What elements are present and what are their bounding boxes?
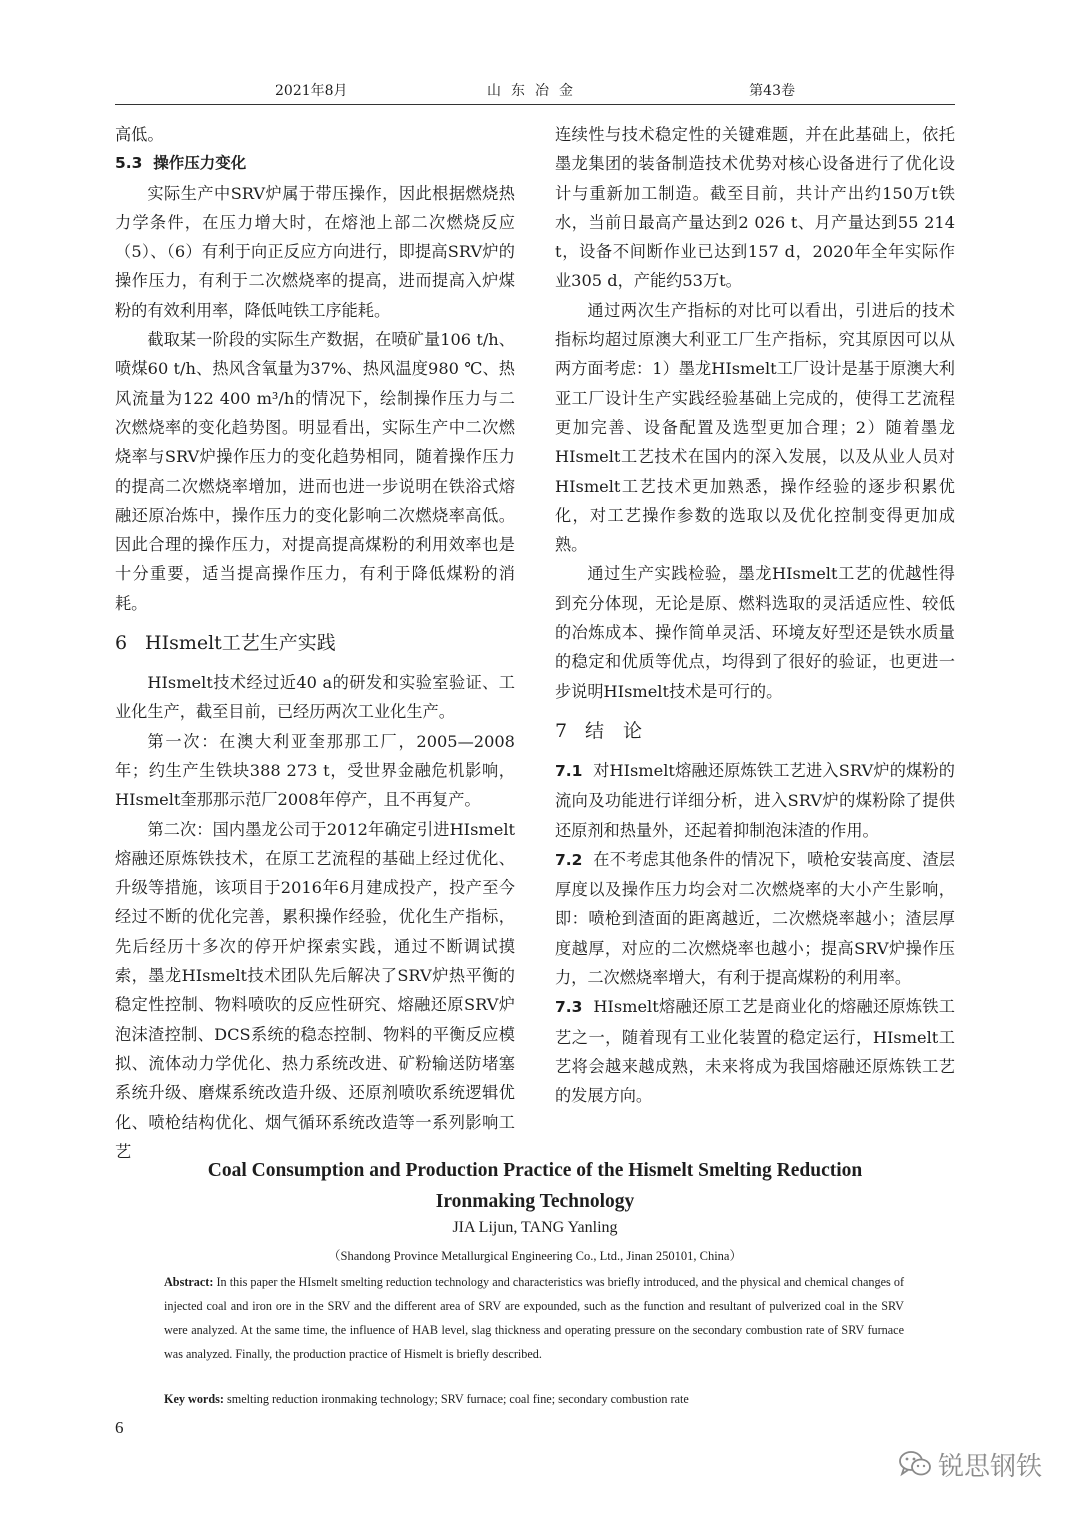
wechat-icon — [898, 1449, 932, 1479]
page-number: 6 — [115, 1418, 124, 1437]
subsection-number: 5.3 — [115, 154, 143, 173]
watermark-text: 锐思钢铁 — [938, 1451, 1043, 1482]
section-number: 7 — [555, 719, 568, 742]
paragraph: 通过生产实践检验，墨龙HIsmelt工艺的优越性得到充分体现，无论是原、燃料选取的灵活适应性、较低的冶炼成本、操作简单灵活、环境友好型还是铁水质量的稳定和优质等优点，均得到了很好的验证，也更进一步说明HIsmelt技术是可行的。 — [555, 564, 955, 701]
conclusion-text: 在不考虑其他条件的情况下，喷枪安装高度、渣层厚度以及操作压力均会对二次燃烧率的大小产生影响，即：喷枪到渣面的距离越近，二次燃烧率越小；渣层厚度越厚，对应的二次燃烧率也越小；提高SRV炉操作压力，二次燃烧率增大，有利于提高煤粉的利用率。 — [555, 849, 955, 988]
paragraph: 连续性与技术稳定性的关键难题，并在此基础上，依托墨龙集团的装备制造技术优势对核心设备进行了优化设计与重新加工制造。截至目前，共计产出约150万t铁水，当前日最高产量达到2 026 t、月产量达到55 214 t，设备不间断作业已达到157 d，2020年全年实际作业305 d，产能约53万t。 — [555, 125, 955, 291]
right-column — [555, 120, 955, 1111]
english-keywords — [164, 1392, 904, 1407]
keywords-text: smelting reduction ironmaking technology; SRV furnace; coal fine; secondary combustion rate — [226, 1392, 689, 1406]
keywords-label: Key words: — [164, 1392, 224, 1406]
paragraph: 高低。 — [115, 125, 164, 144]
conclusion-7-1 — [555, 756, 955, 845]
header-date: 2021年8月 — [275, 83, 348, 99]
left-column — [115, 120, 515, 1166]
paragraph: 实际生产中SRV炉属于带压操作，因此根据燃烧热力学条件，在压力增大时，在熔池上部二次燃烧反应（5）、（6）有利于向正反应方向进行，即提高SRV炉的操作压力，有利于二次燃烧率的提高，进而提高入炉煤粉的有效利用率，降低吨铁工序能耗。 — [115, 183, 515, 320]
paragraph: 第二次：国内墨龙公司于2012年确定引进HIsmelt熔融还原炼铁技术，在原工艺流程的基础上经过优化、升级等措施，该项目于2016年6月建成投产，投产至今经过不断的优化完善，累积操作经验，优化生产指标，先后经历十多次的停开炉探索实践，通过不断调试摸索，墨龙HIsmelt技术团队先后解决了SRV炉热平衡的稳定性控制、物料喷吹的反应性研究、熔融还原SRV炉泡沫渣控制、DCS系统的稳态控制、物料的平衡反应模拟、流体动力学优化、热力系统改进、矿粉输送防堵塞系统升级、磨煤系统改造升级、还原剂喷吹系统逻辑优化、喷枪结构优化、烟气循环系统改造等一系列影响工艺 — [115, 819, 515, 1161]
conclusion-7-3 — [555, 992, 955, 1110]
conclusion-number: 7.2 — [555, 850, 583, 869]
header-volume: 第43卷 — [749, 83, 795, 99]
paragraph: 第一次：在澳大利亚奎那那工厂，2005—2008年；约生产生铁块388 273 t，受世界金融危机影响，HIsmelt奎那那示范厂2008年停产，且不再复产。 — [115, 731, 515, 810]
section-title: HIsmelt工艺生产实践 — [145, 632, 336, 655]
section-title: 结 论 — [585, 719, 643, 742]
subsection-title: 操作压力变化 — [153, 154, 247, 173]
abstract-label: Abstract: — [164, 1275, 214, 1289]
running-header — [115, 78, 955, 105]
section-heading-6 — [115, 626, 515, 660]
english-title-line: Coal Consumption and Production Practice of the Hismelt Smelting Reduction — [207, 1160, 863, 1181]
conclusion-7-2 — [555, 845, 955, 992]
english-abstract — [164, 1270, 904, 1366]
english-authors: JIA Lijun, TANG Yanling — [452, 1219, 618, 1236]
paragraph: 截取某一阶段的实际生产数据，在喷矿量106 t/h、喷煤60 t/h、热风含氧量为37%、热风温度980 ℃、热风流量为122 400 m³/h的情况下，绘制操作压力与二次燃烧率的变化趋势图。明显看出，实际生产中二次燃烧率与SRV炉操作压力的变化趋势相同，随着操作压力的提高二次燃烧率增加，进而也进一步说明在铁浴式熔融还原冶炼中，操作压力的变化影响二次燃烧率高低。因此合理的操作压力，对提高提高煤粉的利用效率也是十分重要，适当提高操作压力，有利于降低煤粉的消耗。 — [115, 330, 515, 613]
english-title-line: Ironmaking Technology — [435, 1191, 635, 1212]
conclusion-text: HIsmelt熔融还原工艺是商业化的熔融还原炼铁工艺之一，随着现有工业化装置的稳定运行，HIsmelt工艺将会越来越成熟，未来将成为我国熔融还原炼铁工艺的发展方向。 — [555, 997, 955, 1106]
paragraph: HIsmelt技术经过近40 a的研发和实验室验证、工业化生产，截至目前，已经历两次工业化生产。 — [115, 673, 515, 722]
section-number: 6 — [115, 632, 128, 655]
subsection-heading-5-3 — [115, 149, 515, 178]
english-title — [115, 1155, 955, 1217]
header-journal: 山东冶金 — [487, 83, 583, 99]
conclusion-text: 对HIsmelt熔融还原炼铁工艺进入SRV炉的煤粉的流向及功能进行详细分析，进入SRV炉的煤粉除了提供还原剂和热量外，还起着抑制泡沫渣的作用。 — [555, 760, 955, 840]
paragraph: 通过两次生产指标的对比可以看出，引进后的技术指标均超过原澳大利亚工厂生产指标，究其原因可以从两方面考虑：1）墨龙HIsmelt工厂设计是基于原澳大利亚工厂设计生产实践经验基础上完成的，使得工艺流程更加完善、设备配置及选型更加合理；2）随着墨龙HIsmelt工艺技术在国内的深入发展，以及从业人员对HIsmelt工艺技术更加熟悉，操作经验的逐步积累优化，对工艺操作参数的选取以及优化控制变得更加成熟。 — [555, 300, 955, 555]
conclusion-number: 7.3 — [555, 998, 583, 1017]
english-affiliation: （Shandong Province Metallurgical Engineering Co., Ltd., Jinan 250101, China） — [328, 1249, 742, 1263]
watermark — [898, 1446, 1042, 1482]
conclusion-number: 7.1 — [555, 761, 583, 780]
abstract-text: In this paper the HIsmelt smelting reduction technology and characteristics was briefly introduced, and the physical and chemical changes of injected coal and iron ore in the SRV and the different area of SRV are expounded, such as the function and resultant of pulverized coal in the SRV were analyzed. At the same time, the influence of HAB level, slag thickness and operating pressure on the secondary combustion rate of SRV furnace was analyzed. Finally, the production practice of Hismelt is briefly described. — [164, 1275, 905, 1361]
section-heading-7 — [555, 714, 955, 748]
